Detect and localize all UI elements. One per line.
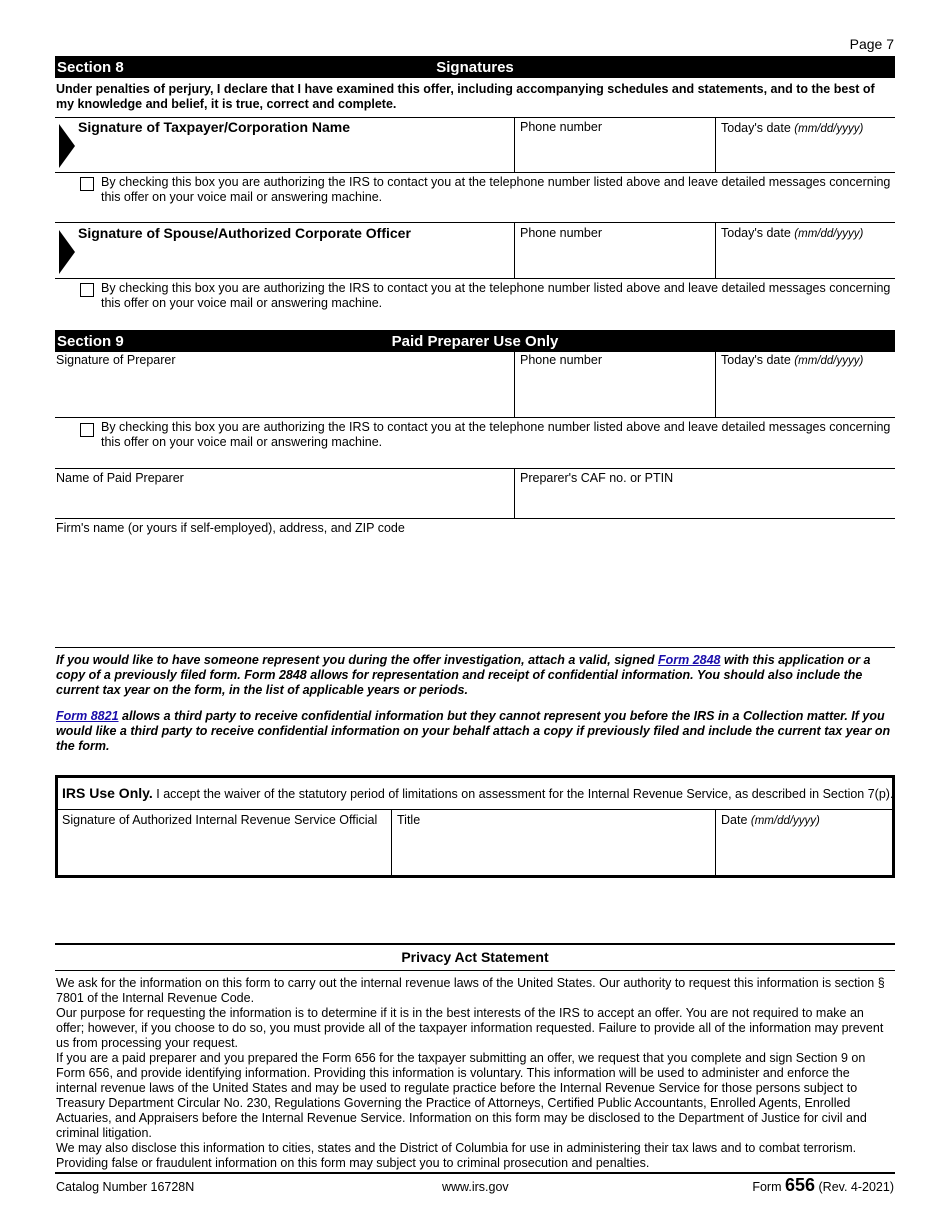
privacy-paragraph: We ask for the information on this form to carry out the internal revenue laws of the United States. Our authority to request this information is section § 7801 of the Internal Revenue Code. [56,976,885,1005]
privacy-paragraph: Our purpose for requesting the information is to determine if it is in the best interests of the IRS to accept an offer. You are not required to make an offer; however, if you choose to do so, you must provide all of the taxpayer information requested. Failure to provide all of the information may prevent us from processing your request. [56,1006,884,1050]
paid-preparer-name-field[interactable]: Name of Paid Preparer [56,471,184,485]
preparer-date-field[interactable] [721,353,863,367]
spouse-phone-field[interactable]: Phone number [520,226,603,240]
third-party-paragraph: Form 8821 allows a third party to receive confidential information but they cannot represent you before the IRS in a Collection matter. If you would like a third party to receive confidential information on your behalf attach a copy if previously filed and include the current tax year on the form. [56,709,891,753]
preparer-caf-ptin-field[interactable]: Preparer's CAF no. or PTIN [520,471,674,485]
taxpayer-signature-field[interactable]: Signature of Taxpayer/Corporation Name [78,119,351,135]
irs-date-field[interactable]: Date (mm/dd/yyyy) [721,813,820,827]
preparer-contact-authorization: By checking this box you are authorizing the IRS to contact you at the telephone number listed above and leave detailed messages concerning this offer on your voice mail or answering machine. [101,420,891,449]
spouse-contact-authorization: By checking this box you are authorizing the IRS to contact you at the telephone number listed above and leave detailed messages concerning this offer on your voice mail or answering machine. [101,281,891,310]
section-8-header [55,56,895,78]
section-8-title: Signatures [436,59,514,76]
spouse-date-field[interactable] [721,226,863,240]
privacy-paragraph: We may also disclose this information to cities, states and the District of Columbia for use in administering their tax laws and to combat terrorism. Providing false or fraudulent information on this form may subject you to criminal prosecution and penalties. [56,1141,857,1170]
spouse-contact-checkbox[interactable] [80,283,94,297]
date-format: (mm/dd/yyyy) [794,123,864,135]
form-2848-link[interactable]: Form 2848 [657,653,721,667]
date-label: Today's date [721,121,791,135]
irs-title-field[interactable]: Title [397,813,421,827]
page-number: Page 7 [849,36,894,52]
taxpayer-contact-authorization: By checking this box you are authorizing the IRS to contact you at the telephone number listed above and leave detailed messages concerning this offer on your voice mail or answering machine. [101,175,891,204]
catalog-number: Catalog Number 16728N [56,1180,195,1194]
taxpayer-date-field[interactable] [721,121,863,135]
irs-website: www.irs.gov [442,1180,509,1194]
perjury-declaration: Under penalties of perjury, I declare that I have examined this offer, including accompanying schedules and statements, and to the best of my knowledge and belief, it is true, correct and complete. [56,82,875,111]
sign-here-arrow-icon [59,230,75,274]
section-9-header [55,330,895,352]
privacy-paragraph: If you are a paid preparer and you prepared the Form 656 for the taxpayer submitting an offer, we request that you complete and sign Section 9 on Form 656, and provide identifying information. Providing this information is voluntary. This information will be used to administer and enforce the internal revenue laws of the United States and may be used to regulate practice before the Internal Revenue Service for those persons subject to Treasury Department Circular No. 230, Regulations Governing the Practice of Attorneys, Certified Public Accountants, Enrolled Agents, Enrolled Actuaries, and Appraisers before the Internal Revenue Service. Information on this form may be disclosed to the Department of Justice for civil and criminal litigation. [56,1051,867,1140]
irs-official-signature-field[interactable]: Signature of Authorized Internal Revenue Service Official [62,813,378,827]
privacy-act-body [56,976,894,1171]
section-9-title: Paid Preparer Use Only [391,333,559,350]
section-9-label: Section 9 [57,333,124,350]
spouse-signature-field[interactable]: Signature of Spouse/Authorized Corporate Officer [78,225,411,241]
sign-here-arrow-icon [59,124,75,168]
form-8821-link[interactable]: Form 8821 [56,709,119,723]
irs-use-only-heading: IRS Use Only. [62,785,153,801]
privacy-act-title: Privacy Act Statement [401,949,549,965]
irs-use-only-box [55,775,895,878]
taxpayer-phone-field[interactable]: Phone number [520,120,603,134]
irs-use-only-statement: IRS Use Only. I accept the waiver of the statutory period of limitations on assessment for the Internal Revenue Service, as described in Section 7(p). [62,785,894,801]
date-format: (mm/dd/yyyy) [794,355,864,367]
representation-paragraph: If you would like to have someone represent you during the offer investigation, attach a valid, signed Form 2848 with this application or a copy of a previously filed form. Form 2848 allows for representation and receipt of confidential information. You should also include the current tax year on the form, in the list of applicable years or periods. [56,653,871,697]
date-label: Today's date [721,353,791,367]
form-number: 656 [784,1175,816,1195]
date-format: (mm/dd/yyyy) [794,228,864,240]
preparer-contact-checkbox[interactable] [80,423,94,437]
preparer-signature-field[interactable]: Signature of Preparer [56,353,176,367]
date-label: Today's date [721,226,791,240]
taxpayer-contact-checkbox[interactable] [80,177,94,191]
section-8-label: Section 8 [57,59,124,76]
preparer-phone-field[interactable]: Phone number [520,353,603,367]
firm-name-address-field[interactable]: Firm's name (or yours if self-employed), address, and ZIP code [56,521,405,535]
form-identifier: Form 656 (Rev. 4-2021) [752,1175,894,1195]
